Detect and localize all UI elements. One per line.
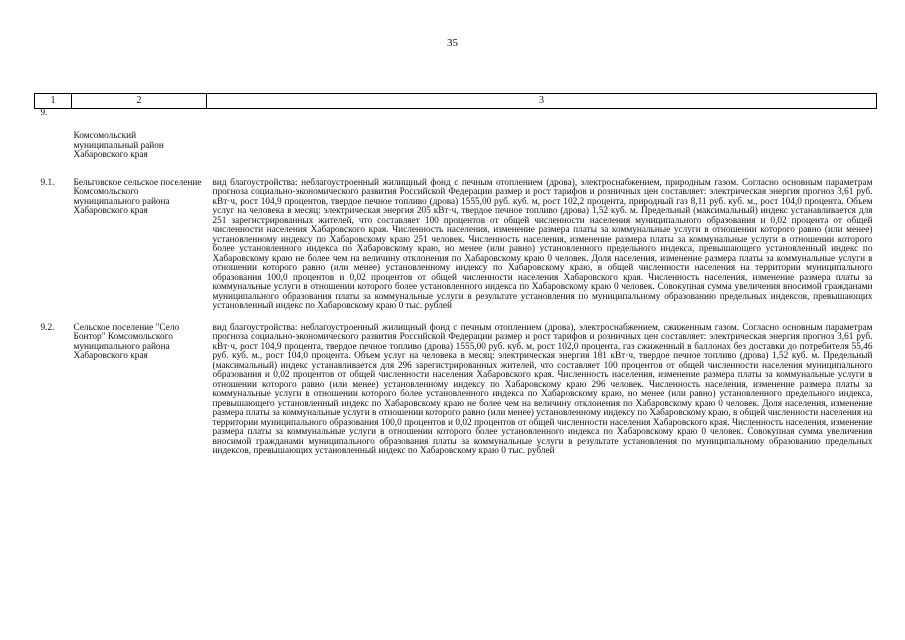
table-row-settlement xyxy=(35,324,877,457)
district-name: Комсомольский муниципальный район Хабаровского края xyxy=(73,131,164,160)
settlement-description: вид благоустройства: неблагоустроенный жилищный фонд с печным отоплением (дрова), электроснабжением, природным газом. Согласно основным параметрам прогноза социально-экономического развития Российской Федерации размер и рост тарифов и розничных цен составляет: электрическая энергия прогноз 3,61 руб. кВт·ч, рост 104,9 процентов, твердое печное топливо (дрова) 1555,00 руб. куб. м, рост 102,2 процента, природный газ 8,11 руб. куб. м., рост 104,0 процента. Объем услуг на человека в месяц: электрическая энергия 205 кВт·ч, твердое печное топливо (дрова) 1,52 куб. м. Предельный (максимальный) индекс устанавливается для 251 зарегистрированных жителей, что составляет 100 процентов от общей численности населения муниципального образования и 0,02 процента от общей численности населения Хабаровского края. Численность населения, изменение размера платы за коммунальные услуги в отношении которого равно (или менее) установленному индексу по Хабаровскому краю 251 человек. Численность населения, изменение размера платы за коммунальные услуги в отношении которого более установленного индекса по Хабаровскому краю, но менее (или равно) установленного предельного индекса, превышающего установленный индекс по Хабаровскому краю не более чем на величину отклонения по Хабаровскому краю 0 человек. Доля населения, изменение размера платы за коммунальные услуги в отношении которого равно (или менее) установленному индексу по Хабаровскому краю, в общей численности населения на территории муниципального образования 100,0 процентов и 0,02 процентов от общей численности населения Хабаровского края. Численность населения, изменение размера платы за коммунальные услуги в отношении которого более установленного индекса по Хабаровскому краю 0 человек. Совокупная сумма увеличения вносимой гражданами муниципального образования платы за коммунальные услуги в результате установления по муниципальному образованию предельных индексов, превышающих установленный индекс по Хабаровскому краю 0 тыс. рублей xyxy=(212,177,873,311)
settlement-name: Бельговское сельское поселение Комсомольского муниципального района Хабаровского края xyxy=(73,177,202,216)
table-header-row xyxy=(35,94,877,109)
settlement-number: 9.1. xyxy=(40,177,55,188)
settlement-name: Сельское поселение "Село Бонтор" Комсомольского муниципального района Хабаровского края xyxy=(73,322,180,361)
column-header-2: 2 xyxy=(72,94,207,109)
column-header-3: 3 xyxy=(207,94,877,109)
district-number: 9. xyxy=(40,108,48,118)
settlement-number: 9.2. xyxy=(40,322,55,333)
district-empty-cell xyxy=(207,109,877,179)
settlement-description: вид благоустройства: неблагоустроенный жилищный фонд с печным отоплением (дрова), электроснабжением, сжиженным газом. Согласно основным параметрам прогноза социально-экономического развития Российской Федерации размер и рост тарифов и розничных цен составляет: электрическая энергия прогноз 3,61 руб. кВт·ч, рост 104,9 процента, твердое печное топливо (дрова) 1555,00 руб. куб. м, рост 102,0 процента, газ сжиженный в баллонах без доставки до потребителя 55,46 руб. куб. м., рост 104,0 процента. Объем услуг на человека в месяц: электрическая энергия 181 кВт·ч, твердое печное топливо (дрова) 1,52 куб. м. Предельный (максимальный) индекс устанавливается для 296 зарегистрированных жителей, что составляет 100 процентов от общей численности населения муниципального образования и 0,02 процентов от общей численности населения Хабаровского края. Численность населения, изменение размера платы за коммунальные услуги в отношении которого равно (или менее) установленному индексу по Хабаровскому краю 296 человек. Численность населения, изменение размера платы за коммунальные услуги в отношении которого более установленного индекса по Хабаровскому краю, но менее (или равно) установленного предельного индекса, превышающего установленный индекс по Хабаровскому краю не более чем на величину отклонения по Хабаровскому краю 0 человек. Доля населения, изменение размера платы за коммунальные услуги в отношении которого равно (или менее) установленному индексу по Хабаровскому краю, в общей численности населения на территории муниципального образования 100,0 процентов и 0,02 процентов от общей численности населения Хабаровского края. Численность населения, изменение размера платы за коммунальные услуги в отношении которого более установленного индекса по Хабаровскому краю 0 человек. Совокупная сумма увеличения вносимой гражданами муниципального образования платы за коммунальные услуги в результате установления по муниципальному образованию предельных индексов, превышающих установленный индекс по Хабаровскому краю 0 тыс. рублей xyxy=(212,322,873,456)
table-row-district xyxy=(35,109,877,179)
table-row-settlement xyxy=(35,179,877,324)
page-number: 35 xyxy=(447,37,458,49)
tariff-index-table xyxy=(34,93,877,457)
column-header-1: 1 xyxy=(35,94,72,109)
